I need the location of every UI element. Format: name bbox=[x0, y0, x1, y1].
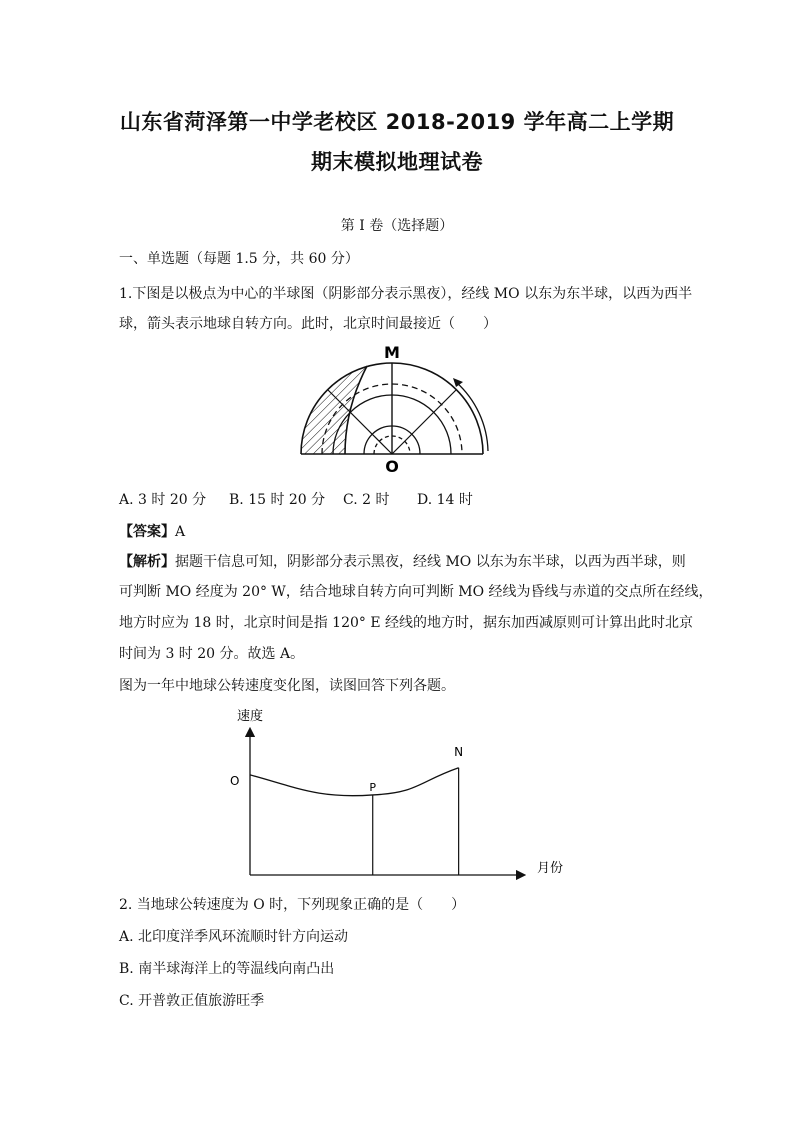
answer-row bbox=[119, 521, 185, 541]
meridian-right bbox=[392, 390, 456, 454]
page-title: 山东省菏泽第一中学老校区 2018-2019 学年高二上学期 bbox=[119, 110, 675, 134]
q1-stem-line2: 球，箭头表示地球自转方向。此时，北京时间最接近（ ） bbox=[119, 316, 497, 332]
q1-option-a: A. 3 时 20 分 bbox=[119, 492, 207, 508]
q2-option-a: A. 北印度洋季风环流顺时针方向运动 bbox=[119, 929, 349, 945]
page-subtitle: 期末模拟地理试卷 bbox=[311, 150, 483, 174]
hemisphere-diagram bbox=[293, 338, 505, 474]
analysis-line1: 【解析】据题干信息可知，阴影部分表示黑夜，经线 MO 以东为东半球，以西为西半球，则 bbox=[119, 554, 686, 570]
label-m: M bbox=[384, 343, 400, 362]
q1-option-c: C. 2 时 bbox=[343, 492, 390, 508]
label-o: O bbox=[385, 457, 399, 474]
q2-stem: 2. 当地球公转速度为 O 时，下列现象正确的是（ ） bbox=[119, 897, 466, 913]
point-label-p: P bbox=[369, 780, 377, 794]
analysis-line3: 地方时应为 18 时，北京时间是指 120° E 经线的地方时，据东加西减原则可计算出此时北京 bbox=[119, 615, 694, 631]
x-axis-label: 月份 bbox=[537, 861, 564, 876]
answer-value: A bbox=[175, 524, 186, 540]
point-label-n: N bbox=[454, 744, 464, 759]
section-heading: 第 I 卷（选择题） bbox=[340, 218, 454, 234]
analysis-line4: 时间为 3 时 20 分。故选 A。 bbox=[119, 646, 305, 662]
speed-chart bbox=[225, 700, 575, 885]
analysis-line2: 可判断 MO 经度为 20° W，结合地球自转方向可判断 MO 经线为昏线与赤道的交点所在经线， bbox=[119, 584, 713, 600]
point-label-o: O bbox=[230, 773, 240, 788]
q1-option-b: B. 15 时 20 分 bbox=[229, 492, 326, 508]
q2-option-c: C. 开普敦正值旅游旺季 bbox=[119, 993, 265, 1009]
q1-stem-line1: 1.下图是以极点为中心的半球图（阴影部分表示黑夜），经线 MO 以东为东半球，以西为西半 bbox=[119, 286, 693, 302]
group-intro: 图为一年中地球公转速度变化图，读图回答下列各题。 bbox=[119, 678, 455, 694]
y-axis-label: 速度 bbox=[236, 709, 264, 724]
answer-tag: 【答案】 bbox=[119, 524, 175, 540]
q1-option-d: D. 14 时 bbox=[417, 492, 473, 508]
rotation-arrow bbox=[456, 382, 488, 451]
part-heading: 一、单选题（每题 1.5 分，共 60 分） bbox=[119, 251, 359, 267]
analysis-tag: 【解析】 bbox=[119, 554, 175, 570]
q2-option-b: B. 南半球海洋上的等温线向南凸出 bbox=[119, 961, 335, 977]
arrow-head-icon bbox=[453, 378, 463, 387]
speed-curve bbox=[250, 768, 459, 796]
